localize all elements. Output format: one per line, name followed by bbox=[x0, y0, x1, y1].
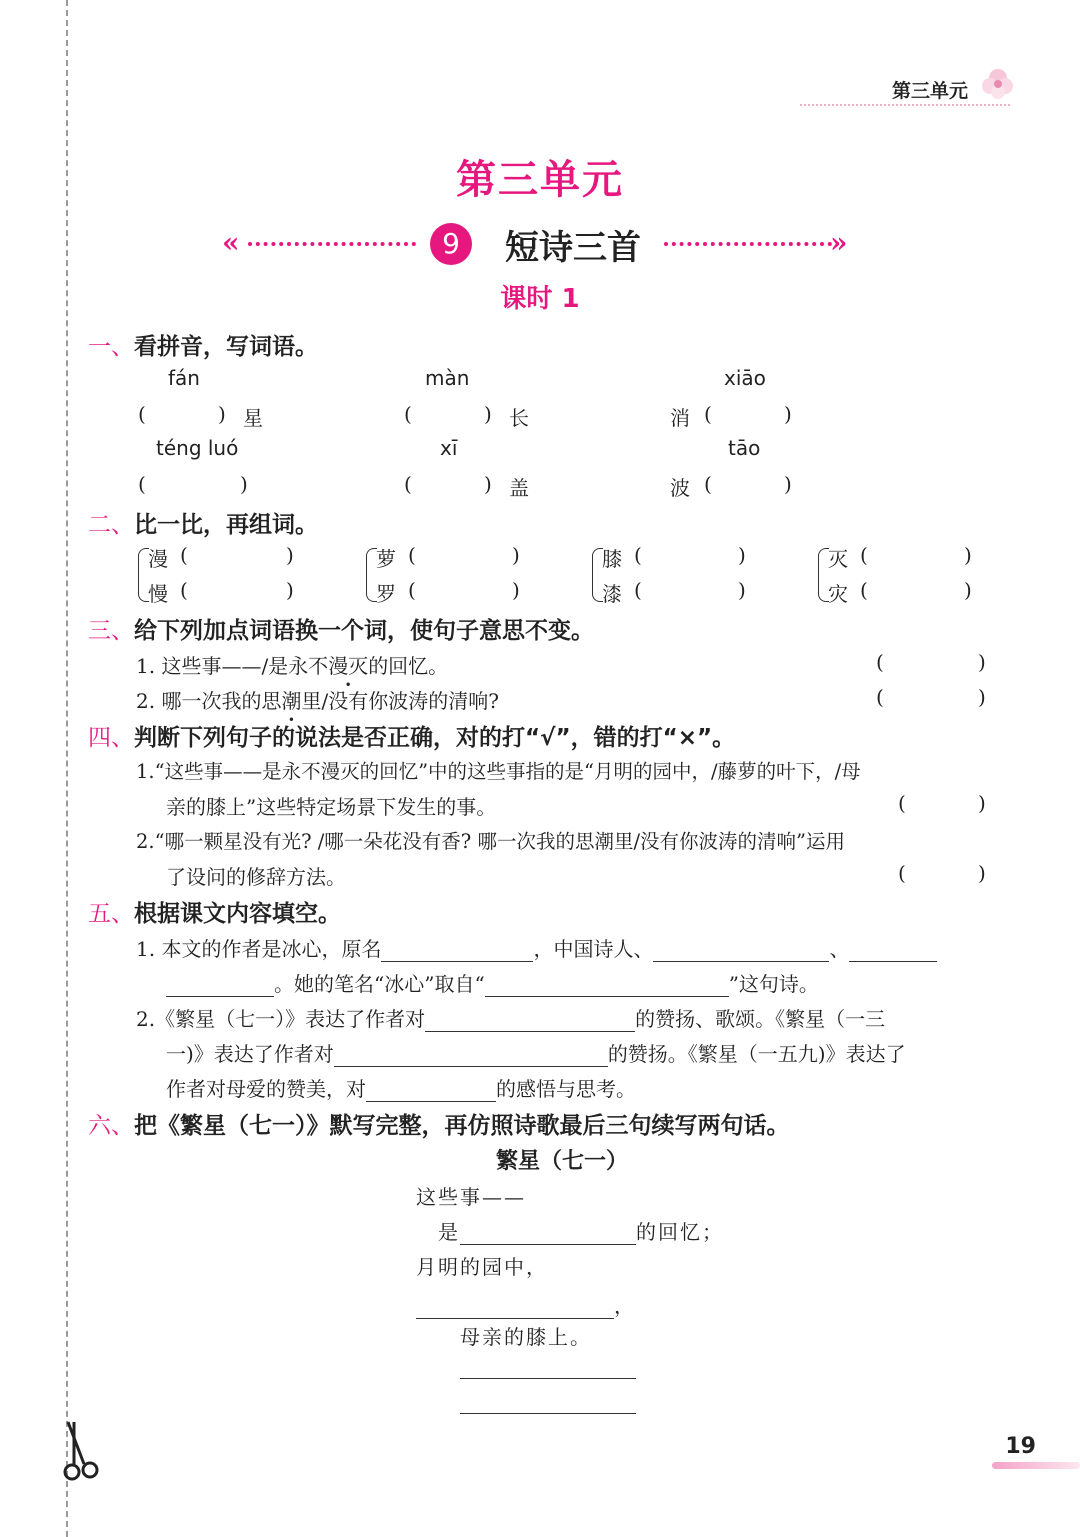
section-5-title: 根据课文内容填空。 bbox=[134, 901, 341, 927]
poem-text: 是 bbox=[438, 1220, 460, 1244]
fill-blank[interactable] bbox=[849, 941, 937, 962]
answer-paren-close: ) bbox=[218, 402, 226, 426]
compare-char: 漫 bbox=[148, 547, 168, 571]
answer-paren-open: ( bbox=[704, 472, 712, 496]
flower-icon bbox=[978, 64, 1018, 108]
answer-paren-close: ) bbox=[978, 685, 986, 709]
section-6-title: 把《繁星（七一）》默写完整，再仿照诗歌最后三句续写两句话。 bbox=[134, 1113, 790, 1139]
q-text: 的回忆。 bbox=[368, 654, 449, 678]
pinyin: téng luó bbox=[156, 436, 239, 460]
section-4-number: 四、 bbox=[88, 725, 134, 751]
pinyin: fán bbox=[168, 366, 200, 390]
section-6-number: 六、 bbox=[88, 1113, 134, 1139]
answer-paren-open: ( bbox=[898, 861, 906, 885]
section-1-number: 一、 bbox=[88, 334, 134, 360]
section-5-heading bbox=[88, 895, 341, 928]
q-text: 作者对母爱的赞美，对 bbox=[166, 1077, 366, 1101]
answer-paren-close: ) bbox=[964, 543, 972, 567]
answer-paren-open: ( bbox=[860, 578, 868, 602]
fill-blank[interactable] bbox=[460, 1224, 636, 1245]
answer-paren-close: ) bbox=[484, 472, 492, 496]
answer-paren-close: ) bbox=[240, 472, 248, 496]
compare-char: 灭 bbox=[828, 547, 848, 571]
answer-paren-open: ( bbox=[876, 650, 884, 674]
word-char: 盖 bbox=[509, 476, 529, 500]
answer-paren-open: ( bbox=[634, 578, 642, 602]
q-text: 的赞扬、歌颂。《繁星（一三 bbox=[635, 1007, 886, 1031]
header-unit-tab: 第三单元 bbox=[891, 80, 968, 102]
poem-line-4 bbox=[416, 1290, 636, 1319]
answer-paren-open: ( bbox=[138, 402, 146, 426]
answer-paren-open: ( bbox=[180, 543, 188, 567]
word-char: 消 bbox=[670, 406, 690, 430]
section-5-number: 五、 bbox=[88, 901, 134, 927]
q-text: 。她的笔名“冰心”取自“ bbox=[274, 972, 485, 996]
answer-paren-close: ) bbox=[978, 791, 986, 815]
question-5-1-line1 bbox=[136, 933, 937, 962]
lesson-number-badge: 9 bbox=[430, 223, 472, 265]
q-text: 一)》表达了作者对 bbox=[166, 1042, 334, 1066]
answer-paren-close: ) bbox=[484, 402, 492, 426]
section-1-title: 看拼音，写词语。 bbox=[134, 334, 318, 360]
word-char: 波 bbox=[670, 476, 690, 500]
q-text: 里/没有你波涛的清响? bbox=[301, 689, 499, 713]
fill-blank[interactable] bbox=[425, 1011, 635, 1032]
section-4-heading bbox=[88, 719, 735, 752]
fill-blank[interactable] bbox=[366, 1081, 496, 1102]
poem-line-3: 月明的园中， bbox=[416, 1255, 548, 1279]
answer-paren-open: ( bbox=[404, 472, 412, 496]
chevron-right-icon: » bbox=[830, 226, 848, 259]
answer-paren-open: ( bbox=[180, 578, 188, 602]
question-5-1-line2 bbox=[166, 968, 819, 997]
lesson-period: 课时 1 bbox=[500, 284, 580, 314]
section-4-title: 判断下列句子的说法是否正确，对的打“√”，错的打“×”。 bbox=[134, 725, 736, 751]
pinyin: màn bbox=[425, 366, 470, 390]
answer-paren-close: ) bbox=[286, 578, 294, 602]
q-text: 1. 本文的作者是冰心，原名 bbox=[136, 937, 382, 961]
word-char: 长 bbox=[509, 406, 529, 430]
section-2-number: 二、 bbox=[88, 512, 134, 538]
cut-line bbox=[66, 0, 68, 1537]
q-text: 2.《繁星（七一）》表达了作者对 bbox=[136, 1007, 426, 1031]
answer-paren-open: ( bbox=[704, 402, 712, 426]
fill-blank[interactable] bbox=[416, 1298, 614, 1319]
section-3-heading bbox=[88, 612, 594, 645]
poem-text: 的回忆； bbox=[636, 1220, 724, 1244]
answer-paren-close: ) bbox=[978, 650, 986, 674]
answer-paren-close: ) bbox=[964, 578, 972, 602]
q-text: 1. 这些事——/是永不 bbox=[136, 654, 329, 678]
answer-paren-open: ( bbox=[138, 472, 146, 496]
answer-paren-open: ( bbox=[408, 543, 416, 567]
section-3-title: 给下列加点词语换一个词，使句子意思不变。 bbox=[134, 618, 594, 644]
question-4-1-line2: 亲的膝上”这些特定场景下发生的事。 bbox=[166, 795, 497, 819]
compare-char: 慢 bbox=[148, 582, 168, 606]
answer-paren-close: ) bbox=[738, 543, 746, 567]
section-2-title: 比一比，再组词。 bbox=[134, 512, 318, 538]
emphasized-word: 漫灭 bbox=[328, 654, 369, 678]
answer-paren-close: ) bbox=[784, 402, 792, 426]
pinyin: xī bbox=[440, 436, 458, 460]
fill-blank[interactable] bbox=[460, 1413, 636, 1414]
question-5-2-line2 bbox=[166, 1038, 906, 1067]
q-text: 2. 哪一次我的思 bbox=[136, 689, 282, 713]
poem-title: 繁星（七一） bbox=[496, 1149, 629, 1174]
fill-blank[interactable] bbox=[653, 941, 829, 962]
word-char: 星 bbox=[243, 406, 263, 430]
question-5-2-line3 bbox=[166, 1073, 636, 1102]
poem-line-5: 母亲的膝上。 bbox=[460, 1325, 592, 1349]
scissors-icon bbox=[60, 1420, 104, 1488]
q-text: 的赞扬。《繁星（一五九)》表达了 bbox=[607, 1042, 906, 1066]
answer-paren-close: ) bbox=[784, 472, 792, 496]
question-4-2-line1: 2.“哪一颗星没有光? /哪一朵花没有香? 哪一次我的思潮里/没有你波涛的清响”运用 bbox=[136, 830, 845, 853]
fill-blank[interactable] bbox=[381, 941, 533, 962]
answer-paren-close: ) bbox=[978, 861, 986, 885]
compare-char: 罗 bbox=[376, 582, 396, 606]
poem-line-2 bbox=[438, 1216, 724, 1245]
question-3-1 bbox=[136, 650, 448, 679]
answer-paren-open: ( bbox=[408, 578, 416, 602]
q-text: 的感悟与思考。 bbox=[496, 1077, 636, 1101]
fill-blank[interactable] bbox=[485, 976, 729, 997]
poem-line-1: 这些事—— bbox=[416, 1185, 526, 1209]
unit-title: 第三单元 bbox=[456, 157, 624, 203]
compare-char: 膝 bbox=[602, 547, 622, 571]
section-6-heading bbox=[88, 1107, 790, 1140]
answer-paren-open: ( bbox=[404, 402, 412, 426]
chevron-left-icon: « bbox=[222, 226, 240, 259]
question-5-2-line1 bbox=[136, 1003, 885, 1032]
answer-paren-open: ( bbox=[634, 543, 642, 567]
compare-char: 萝 bbox=[376, 547, 396, 571]
answer-paren-open: ( bbox=[876, 685, 884, 709]
q-text: ，中国诗人、 bbox=[533, 937, 654, 961]
compare-char: 灾 bbox=[828, 582, 848, 606]
pinyin: tāo bbox=[728, 436, 761, 460]
fill-blank[interactable] bbox=[334, 1046, 608, 1067]
answer-paren-open: ( bbox=[860, 543, 868, 567]
answer-paren-close: ) bbox=[512, 578, 520, 602]
fill-blank[interactable] bbox=[460, 1378, 636, 1379]
q-text: 、 bbox=[829, 937, 850, 961]
question-4-1-line1: 1.“这些事——是永不漫灭的回忆”中的这些事指的是“月明的园中，/藤萝的叶下，/母 bbox=[136, 760, 861, 783]
lesson-title: 短诗三首 bbox=[505, 228, 641, 268]
answer-paren-close: ) bbox=[512, 543, 520, 567]
title-dots-right bbox=[664, 242, 832, 246]
fill-blank[interactable] bbox=[166, 976, 274, 997]
question-4-2-line2: 了设问的修辞方法。 bbox=[166, 865, 346, 889]
question-3-2 bbox=[136, 685, 499, 714]
page-number: 19 bbox=[1005, 1434, 1036, 1459]
pinyin: xiāo bbox=[724, 366, 766, 390]
compare-char: 漆 bbox=[602, 582, 622, 606]
page-number-bar bbox=[992, 1462, 1080, 1469]
section-3-number: 三、 bbox=[88, 618, 134, 644]
answer-paren-open: ( bbox=[898, 791, 906, 815]
q-text: ”这句诗。 bbox=[728, 972, 819, 996]
title-dots-left bbox=[248, 242, 416, 246]
section-2-heading bbox=[88, 506, 318, 539]
section-1-heading bbox=[88, 328, 318, 361]
answer-paren-close: ) bbox=[286, 543, 294, 567]
emphasized-word: 潮 bbox=[281, 689, 302, 713]
poem-text: ， bbox=[614, 1294, 636, 1318]
answer-paren-close: ) bbox=[738, 578, 746, 602]
